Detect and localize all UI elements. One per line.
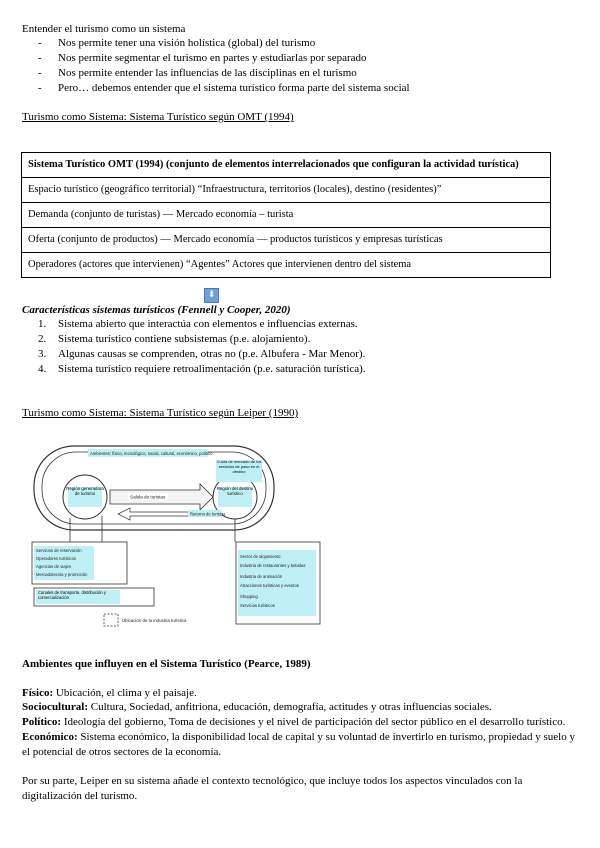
transport-label: Canales de transporte, distribución y comercialización — [38, 590, 106, 600]
list-item: - Nos permite segmentar el turismo en partes y estudiarlas por separado — [22, 51, 410, 66]
environment-item — [22, 715, 582, 729]
characteristics-heading: Características sistemas turísticos (Fennell y Cooper, 2020) — [22, 304, 291, 316]
legend-label: Ubicación de la industria turística — [122, 618, 187, 623]
table-row: Operadores (actores que intervienen) “Agentes” Actores que intervienen dentro del sistema — [22, 253, 551, 278]
omt-table-header: Sistema Turístico OMT (1994) (conjunto de elementos interrelacionados que configuran la actividad turística) — [22, 153, 551, 178]
item-text: Algunas causas se comprenden, otras no (p.e. Albufera - Mar Menor). — [58, 348, 366, 360]
leiper-heading: Turismo como Sistema: Sistema Turístico según Leiper (1990) — [22, 407, 299, 419]
list-item: Mercadotecnia y promoción — [36, 572, 88, 577]
item-text: Sistema turístico contiene subsistemas (p.e. alojamiento). — [58, 333, 311, 345]
list-item: - Pero… debemos entender que el sistema turístico forma parte del sistema social — [22, 81, 410, 96]
list-item: Agencias de viajes — [36, 564, 71, 569]
list-item: Servicios turísticos — [240, 603, 275, 608]
item-text: Ideología del gobierno, Toma de decisiones y el nivel de participación del sector público en el desarrollo turístico. — [61, 716, 566, 728]
omt-table — [21, 152, 551, 278]
closing-paragraph: Por su parte, Leiper en su sistema añade el contexto tecnológico, que incluye todos los aspectos vinculados con la digitalización del turismo. — [22, 775, 523, 802]
environment-item — [22, 700, 582, 714]
item-label: Sociocultural: — [22, 701, 88, 713]
environment-item — [22, 730, 582, 760]
list-item: Sector de alojamiento — [240, 554, 281, 559]
table-row: Oferta (conjunto de productos) — Mercado economía — productos turísticos y empresas turísticas — [22, 228, 551, 253]
return-label: Retorno de turistas — [190, 511, 226, 517]
item-text: Ubicación, el clima y el paisaje. — [53, 687, 197, 699]
leiper-diagram — [30, 442, 330, 634]
list-item — [22, 332, 366, 347]
intro-title: Entender el turismo como un sistema — [22, 23, 186, 35]
item-label: Económico: — [22, 731, 78, 743]
list-item — [22, 317, 366, 332]
omt-heading: Turismo como Sistema: Sistema Turístico según OMT (1994) — [22, 111, 294, 123]
item-text: Cultura, Sociedad, anfitriona, educación, demografía, actitudes y otras influencias sociales. — [88, 701, 492, 713]
item-number: 2. — [38, 333, 47, 345]
transit-label: Cuota de mercado de los servicios de paso en el destino — [216, 460, 262, 474]
departure-label: Salida de turistas — [130, 494, 166, 500]
item-number: 4. — [38, 363, 47, 375]
table-row: Espacio turístico (geográfico territorial) “Infraestructura, territorios (locales), destino (residentes)” — [22, 178, 551, 203]
environment-label: Ambientes: físico, tecnológico, social, cultural, económico, político — [90, 451, 213, 456]
characteristics-list — [22, 317, 366, 377]
item-text: Sistema económico, la disponibilidad local de capital y su voluntad de invertirlo en turismo, propiedad y suelo y el potencial de otros sectores de la economía. — [22, 731, 575, 758]
item-text: Sistema abierto que interactúa con elementos e influencias externas. — [58, 318, 358, 330]
list-item: Shopping — [240, 594, 258, 599]
list-item: - Nos permite tener una visión holística (global) del turismo — [22, 36, 410, 51]
legend-swatch — [104, 614, 118, 626]
list-item: Servicios de reservación — [36, 548, 82, 553]
origin-region-label: Región generadora de turismo — [66, 486, 104, 496]
item-number: 3. — [38, 348, 47, 360]
item-label: Físico: — [22, 687, 54, 699]
list-item: Industria de animación — [240, 574, 283, 579]
environment-item — [22, 686, 582, 700]
list-item: Operadores turísticos — [36, 556, 77, 561]
list-item: - Nos permite entender las influencias de las disciplinas en el turismo — [22, 66, 410, 81]
destination-region-label: Región del destino turístico — [216, 486, 254, 496]
list-item: Industria de restaurantes y bebidas — [240, 563, 306, 568]
list-item — [22, 362, 366, 377]
item-number: 1. — [38, 318, 47, 330]
arrow-down-icon: ⬇ — [204, 288, 219, 303]
table-row: Demanda (conjunto de turistas) — Mercado economía – turista — [22, 203, 551, 228]
item-label: Político: — [22, 716, 62, 728]
item-text: Sistema turístico requiere retroalimentación (p.e. saturación turística). — [58, 363, 366, 375]
environments-heading: Ambientes que influyen en el Sistema Turístico (Pearce, 1989) — [22, 658, 311, 670]
list-item: Atracciones turísticas y eventos — [240, 583, 299, 588]
list-item — [22, 347, 366, 362]
intro-list — [22, 36, 410, 96]
